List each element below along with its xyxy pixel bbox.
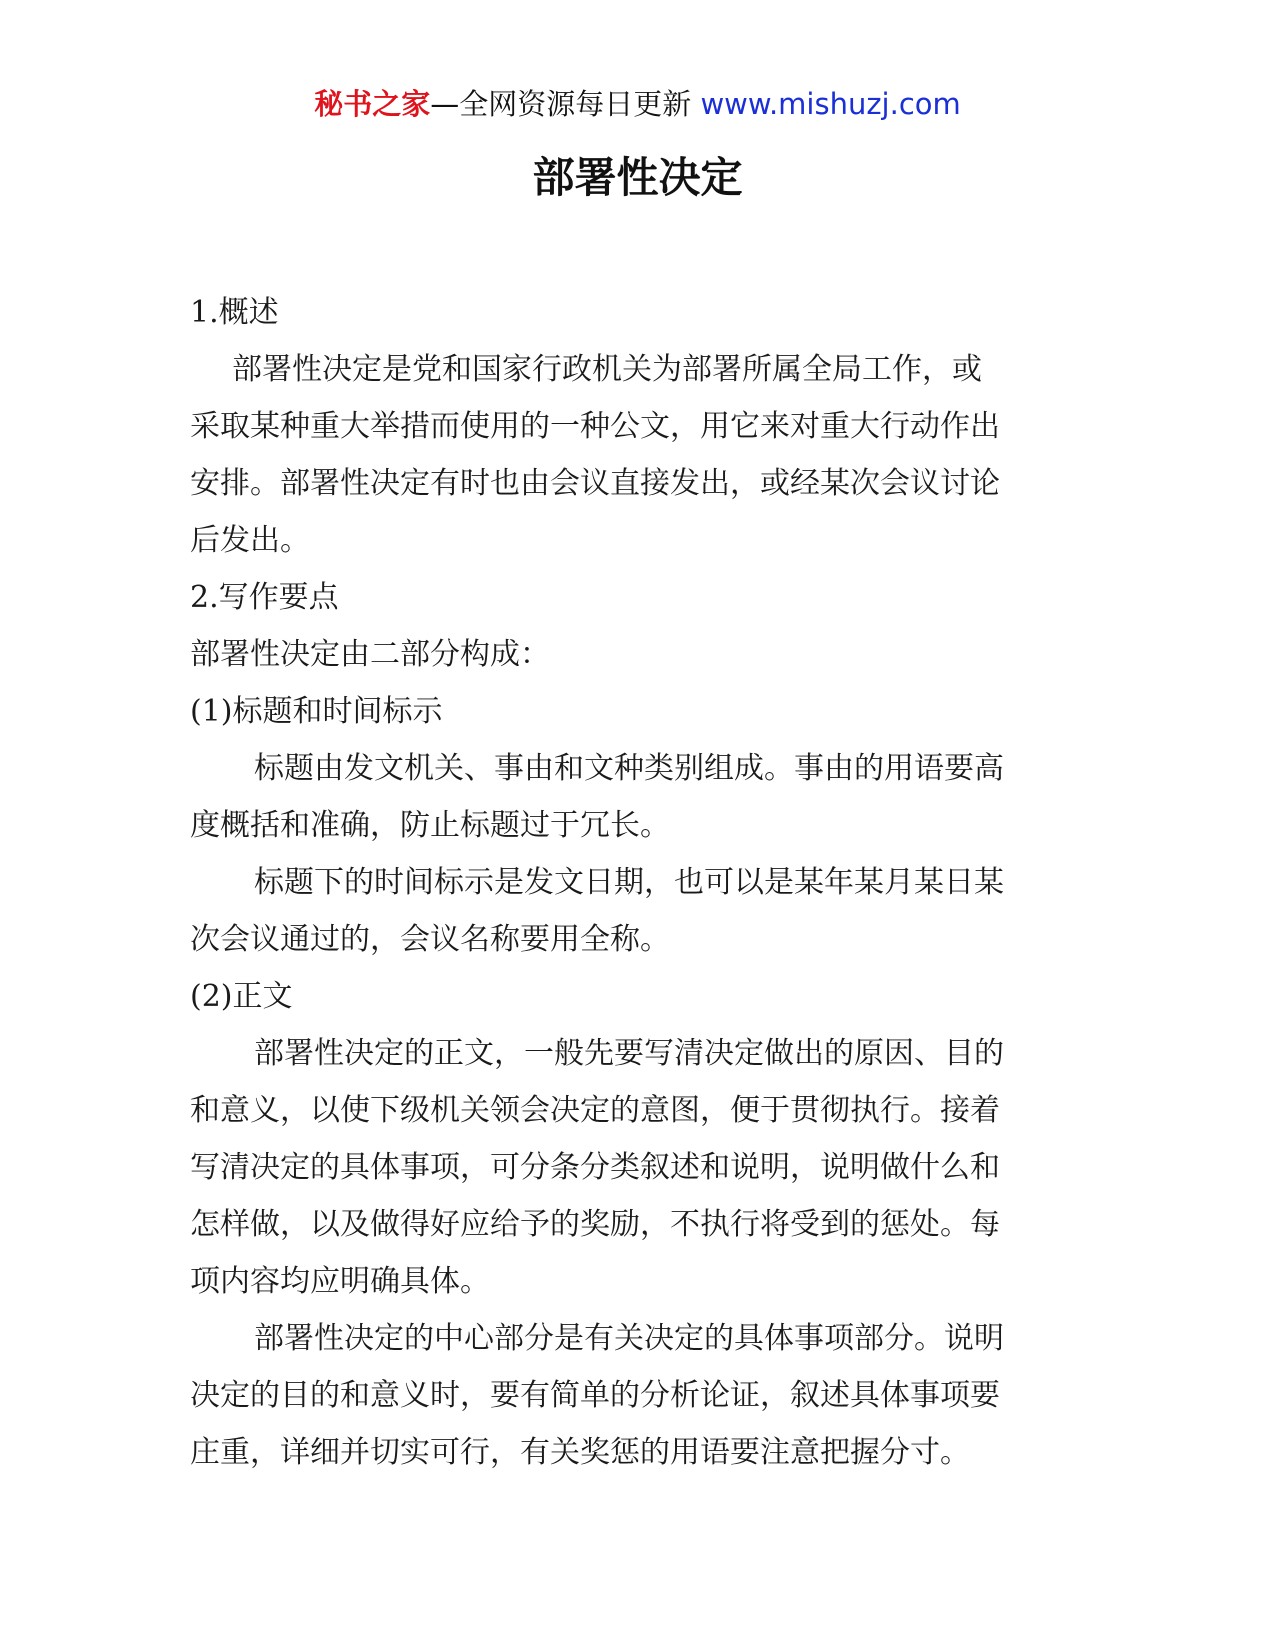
- text-line: 标题由发文机关、事由和文种类别组成。事由的用语要高: [254, 751, 1004, 786]
- paragraph-title-composition: [190, 740, 1090, 854]
- paragraph-structure-intro: 部署性决定由二部分构成：: [190, 637, 550, 672]
- section-heading-writing-points: 2.写作要点: [190, 580, 339, 615]
- text-line: 度概括和准确，防止标题过于冗长。: [190, 808, 670, 843]
- text-line: 部署性决定的正文，一般先要写清决定做出的原因、目的: [254, 1036, 1004, 1071]
- text-line: 后发出。: [190, 523, 310, 558]
- text-line: 次会议通过的，会议名称要用全称。: [190, 922, 670, 957]
- subheading-main-text: (2)正文: [190, 979, 293, 1014]
- site-banner: [0, 84, 1275, 124]
- document-title: 部署性决定: [532, 153, 743, 202]
- site-url-link[interactable]: www.mishuzj.com: [700, 87, 961, 121]
- paragraph-central-part: [190, 1310, 1090, 1481]
- text-line: 采取某种重大举措而使用的一种公文，用它来对重大行动作出: [190, 409, 1000, 444]
- paragraph-overview: [190, 341, 1090, 569]
- document-body: [190, 284, 1090, 1481]
- paragraph-main-text-content: [190, 1025, 1090, 1310]
- text-line: 部署性决定的中心部分是有关决定的具体事项部分。说明: [254, 1321, 1004, 1356]
- text-line: 标题下的时间标示是发文日期，也可以是某年某月某日某: [254, 865, 1004, 900]
- text-line: 和意义，以使下级机关领会决定的意图，便于贯彻执行。接着: [190, 1093, 1000, 1128]
- banner-slogan: —全网资源每日更新: [430, 87, 692, 121]
- text-line: 庄重，详细并切实可行，有关奖惩的用语要注意把握分寸。: [190, 1435, 970, 1470]
- text-line: 决定的目的和意义时，要有简单的分析论证，叙述具体事项要: [190, 1378, 1000, 1413]
- text-line: 写清决定的具体事项，可分条分类叙述和说明，说明做什么和: [190, 1150, 1000, 1185]
- brand-name: 秘书之家: [314, 87, 431, 121]
- text-line: 部署性决定是党和国家行政机关为部署所属全局工作，或: [232, 352, 982, 387]
- text-line: 安排。部署性决定有时也由会议直接发出，或经某次会议讨论: [190, 466, 1000, 501]
- section-heading-overview: 1.概述: [190, 295, 279, 330]
- text-line: 项内容均应明确具体。: [190, 1264, 490, 1299]
- paragraph-time-marking: [190, 854, 1090, 968]
- text-line: 怎样做，以及做得好应给予的奖励，不执行将受到的惩处。每: [190, 1207, 1000, 1242]
- subheading-title-and-time: (1)标题和时间标示: [190, 694, 443, 729]
